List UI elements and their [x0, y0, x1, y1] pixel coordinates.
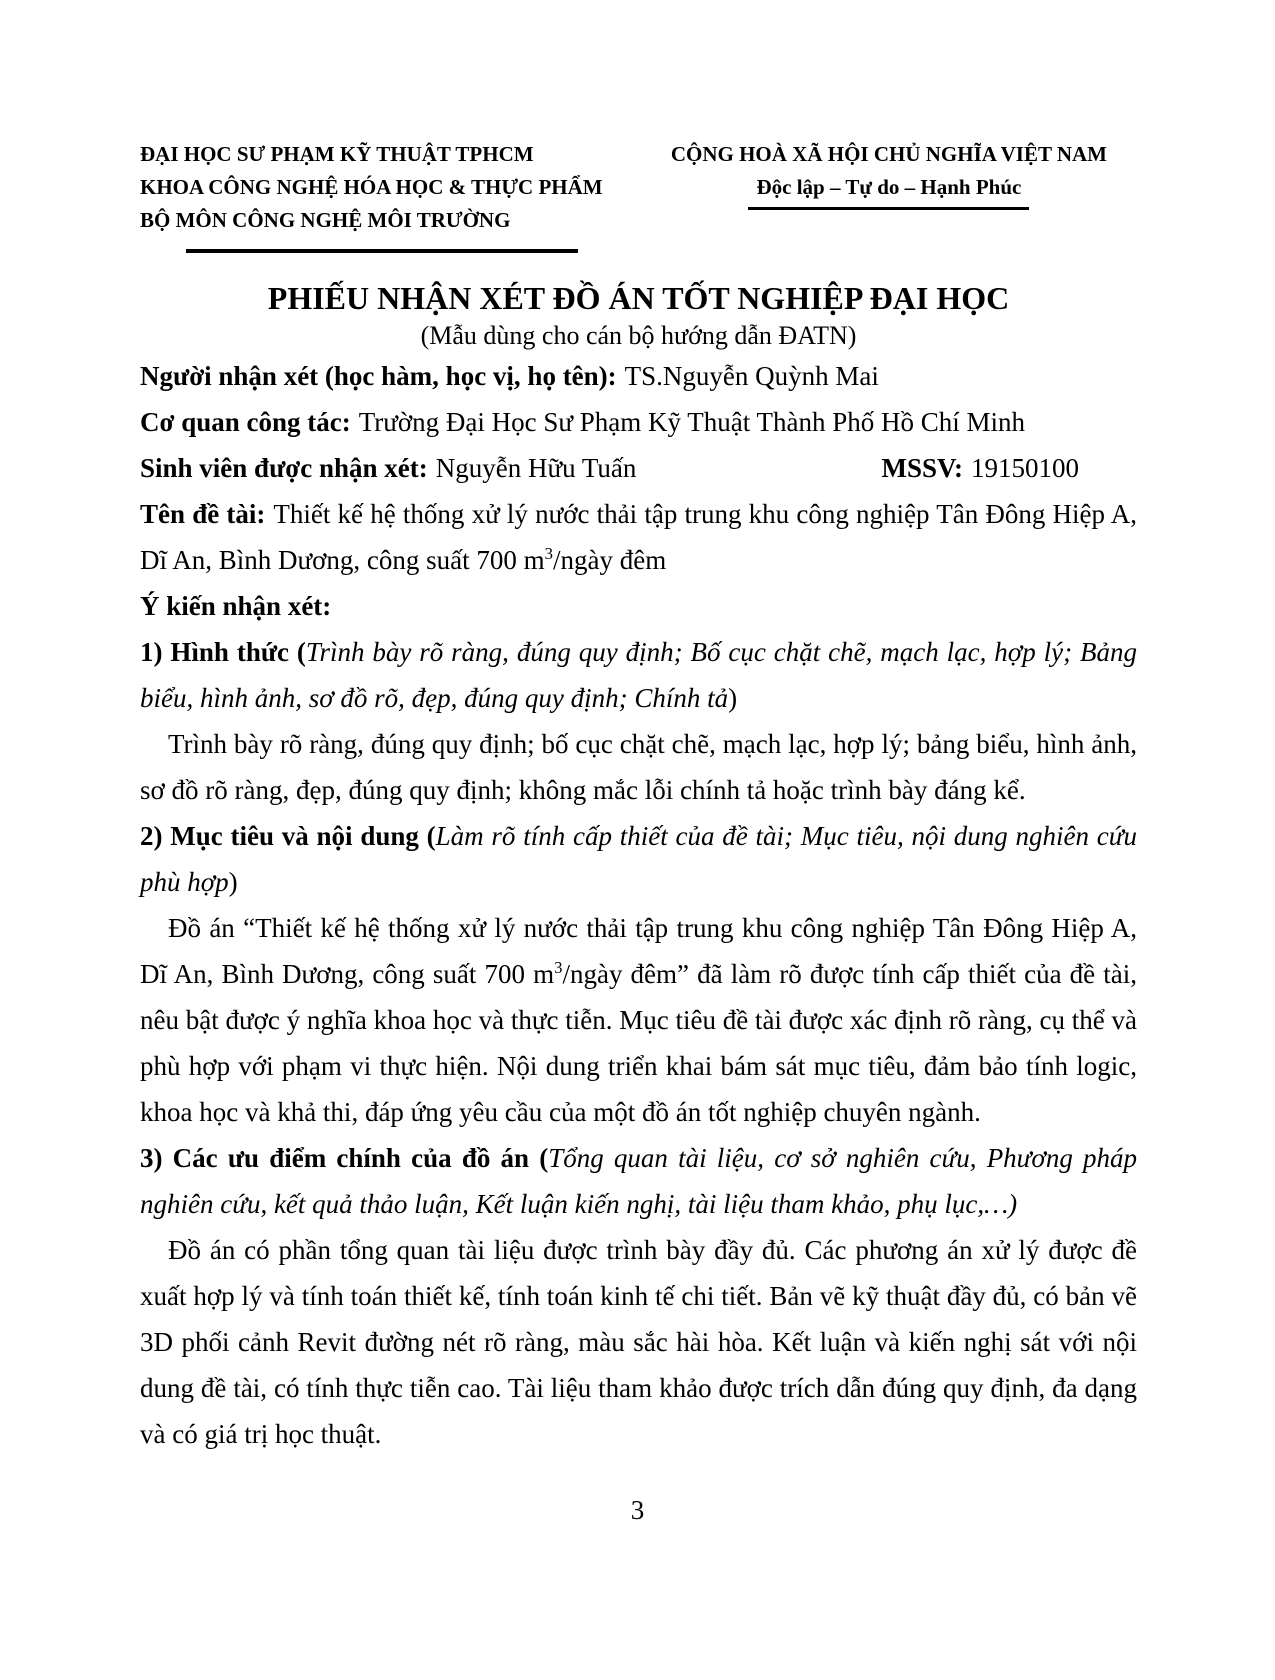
page-number: 3: [630, 1495, 645, 1525]
section-3-close-paren: ): [1008, 1189, 1018, 1219]
document-title: PHIẾU NHẬN XÉT ĐỒ ÁN TỐT NGHIỆP ĐẠI HỌC: [267, 280, 1010, 316]
section-2-comment: [140, 905, 1137, 1135]
section-3-label: 3) Các ưu điểm chính của đồ án (: [140, 1143, 549, 1173]
section-1-label: 1) Hình thức (: [140, 637, 306, 667]
university-name: ĐẠI HỌC SƯ PHẠM KỸ THUẬT TPHCM: [140, 142, 534, 166]
section-2-heading: [140, 813, 1137, 905]
field-student-id: [881, 445, 1079, 491]
field-project-title-label: Tên đề tài:: [140, 499, 266, 529]
header-divider-rule: [186, 249, 578, 253]
review-heading: Ý kiến nhận xét:: [140, 591, 332, 621]
section-3-heading: [140, 1135, 1137, 1227]
document-body: [140, 353, 1137, 1457]
cubic-meter-superscript: 3: [554, 958, 563, 977]
department-name: BỘ MÔN CÔNG NGHỆ MÔI TRƯỜNG: [140, 208, 511, 232]
section-1-comment: Trình bày rõ ràng, đúng quy định; bố cục chặt chẽ, mạch lạc, hợp lý; bảng biểu, hình ảnh, sơ đồ rõ ràng, đẹp, đúng quy định; không mắc lỗi chính tả hoặc trình bày đáng kể.: [140, 729, 1137, 805]
field-workplace: [140, 399, 1137, 445]
field-reviewer-label: Người nhận xét (học hàm, học vị, họ tên):: [140, 361, 617, 391]
field-project-title-value-tail: /ngày đêm: [553, 545, 667, 575]
field-project-title-value: Thiết kế hệ thống xử lý nước thải tập trung khu công nghiệp Tân Đông Hiệp A, Dĩ An, Bình Dương, công suất 700 m: [140, 499, 1137, 575]
section-2-comment-part1: Đồ án “Thiết kế hệ thống xử lý nước thải tập trung khu công nghiệp Tân Đông Hiệp A, Dĩ An, Bình Dương, công suất 700 m: [140, 913, 1137, 989]
national-motto: Độc lập – Tự do – Hạnh Phúc: [748, 171, 1029, 210]
field-reviewer: [140, 353, 1137, 399]
field-student-id-label: MSSV:: [881, 453, 963, 483]
cubic-meter-superscript: 3: [544, 544, 554, 563]
section-1-close-paren: ): [728, 683, 738, 713]
section-2-label: 2) Mục tiêu và nội dung (: [140, 821, 436, 851]
faculty-name: KHOA CÔNG NGHỆ HÓA HỌC & THỰC PHẨM: [140, 175, 603, 199]
field-workplace-value: Trường Đại Học Sư Phạm Kỹ Thuật Thành Phố Hồ Chí Minh: [358, 407, 1026, 437]
field-student-id-value: 19150100: [971, 453, 1079, 483]
field-workplace-label: Cơ quan công tác:: [140, 407, 351, 437]
field-student-label: Sinh viên được nhận xét:: [140, 453, 428, 483]
section-1-criteria: Trình bày rõ ràng, đúng quy định; Bố cục chặt chẽ, mạch lạc, hợp lý; Bảng biểu, hình ảnh, sơ đồ rõ, đẹp, đúng quy định; Chính tả: [140, 637, 1137, 713]
document-header: [140, 138, 1137, 253]
section-2-comment-part2: /ngày đêm” đã làm rõ được tính cấp thiết của đề tài, nêu bật được ý nghĩa khoa học và thực tiễn. Mục tiêu đề tài được xác định rõ ràng, cụ thể và phù hợp với phạm vi thực hiện. Nội dung triển khai bám sát mục tiêu, đảm bảo tính logic, khoa học và khả thi, đáp ứng yêu cầu của một đồ án tốt nghiệp chuyên ngành.: [140, 959, 1137, 1127]
section-1-heading: [140, 629, 1137, 721]
document-subtitle: (Mẫu dùng cho cán bộ hướng dẫn ĐATN): [420, 321, 857, 350]
section-3-criteria: Tổng quan tài liệu, cơ sở nghiên cứu, Phương pháp nghiên cứu, kết quả thảo luận, Kết luận kiến nghị, tài liệu tham khảo, phụ lục,…: [140, 1143, 1138, 1219]
section-3-comment: Đồ án có phần tổng quan tài liệu được trình bày đầy đủ. Các phương án xử lý được đề xuất hợp lý và tính toán thiết kế, tính toán kinh tế chi tiết. Bản vẽ kỹ thuật đầy đủ, có bản vẽ 3D phối cảnh Revit đường nét rõ ràng, màu sắc hài hòa. Kết luận và kiến nghị sát với nội dung đề tài, có tính thực tiễn cao. Tài liệu tham khảo được trích dẫn đúng quy định, đa dạng và có giá trị học thuật.: [140, 1235, 1137, 1449]
section-2-close-paren: ): [228, 867, 238, 897]
field-student-pair: [140, 445, 636, 491]
national-header-block: [671, 138, 1107, 210]
field-student-value: Nguyễn Hữu Tuấn: [435, 453, 637, 483]
field-project-title: [140, 491, 1137, 583]
field-student: [140, 445, 1137, 491]
university-block: [140, 138, 603, 253]
section-2-criteria: Làm rõ tính cấp thiết của đề tài; Mục tiêu, nội dung nghiên cứu phù hợp: [140, 821, 1137, 897]
field-reviewer-value: TS.Nguyễn Quỳnh Mai: [624, 361, 879, 391]
national-title: CỘNG HOÀ XÃ HỘI CHỦ NGHĨA VIỆT NAM: [670, 142, 1107, 166]
